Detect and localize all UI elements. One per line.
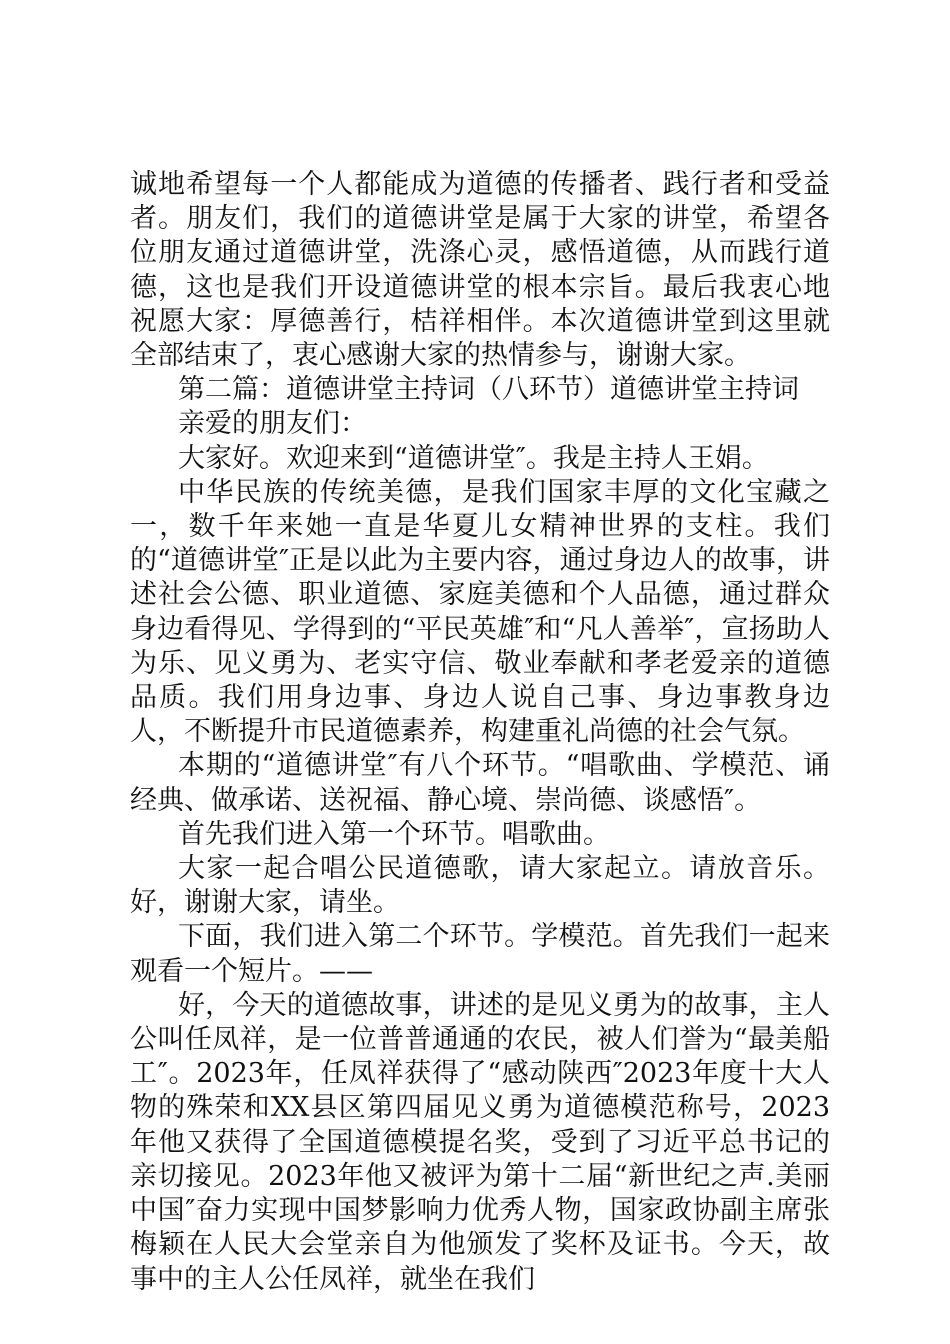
section-heading: 第二篇：道德讲堂主持词（八环节）道德讲堂主持词 [178, 374, 799, 406]
paragraph-introduction: 中华民族的传统美德，是我们国家丰厚的文化宝藏之一，数千年来她一直是华夏儿女精神世界的支柱。我们的“道德讲堂″正是以此为主要内容，通过身边人的故事，讲述社会公德、职业道德、家庭美德和个人品德，通过群众身边看得见、学得到的“平民英雄″和“凡人善举″，宣扬助人为乐、见义勇为、老实守信、敬业奉献和孝老爱亲的道德品质。我们用身边事、身边人说自己事、身边事教身边人，不断提升市民道德素养，构建重礼尚德的社会气氛。 [130, 476, 830, 748]
paragraph-first-segment: 首先我们进入第一个环节。唱歌曲。 [178, 818, 610, 850]
paragraph-program-overview: 本期的“道德讲堂″有八个环节。“唱歌曲、学模范、诵经典、做承诺、送祝福、静心境、崇尚德、谈感悟″。 [130, 750, 830, 816]
paragraph-second-segment: 下面，我们进入第二个环节。学模范。首先我们一起来观看一个短片。—— [130, 921, 830, 987]
paragraph-closing-remarks: 诚地希望每一个人都能成为道德的传播者、践行者和受益者。朋友们，我们的道德讲堂是属于大家的讲堂，希望各位朋友通过道德讲堂，洗涤心灵，感悟道德，从而践行道德，这也是我们开设道德讲堂的根本宗旨。最后我衷心地祝愿大家：厚德善行，桔祥相伴。本次道德讲堂到这里就全部结束了，衷心感谢大家的热情参与，谢谢大家。 [130, 169, 830, 372]
paragraph-moral-story: 好，今天的道德故事，讲述的是见义勇为的故事，主人公叫任凤祥，是一位普普通通的农民，被人们誉为“最美船工″。2023年，任凤祥获得了“感动陕西″2023年度十大人物的殊荣和XX县区第四届见义勇为道德模范称号，2023年他又获得了全国道德模提名奖，受到了习近平总书记的亲切接见。2023年他又被评为第十二届“新世纪之声.美丽中国″奋力实现中国梦影响力优秀人物，国家政协副主席张梅颖在人民大会堂亲自为他颁发了奖杯及证书。今天，故事中的主人公任凤祥，就坐在我们 [130, 989, 830, 1295]
document-page [130, 168, 830, 1297]
paragraph-singing: 大家一起合唱公民道德歌，请大家起立。请放音乐。好，谢谢大家，请坐。 [130, 853, 830, 919]
paragraph-greeting: 大家好。欢迎来到“道德讲堂″。我是主持人王娟。 [178, 442, 769, 474]
salutation: 亲爱的朋友们： [178, 408, 367, 440]
